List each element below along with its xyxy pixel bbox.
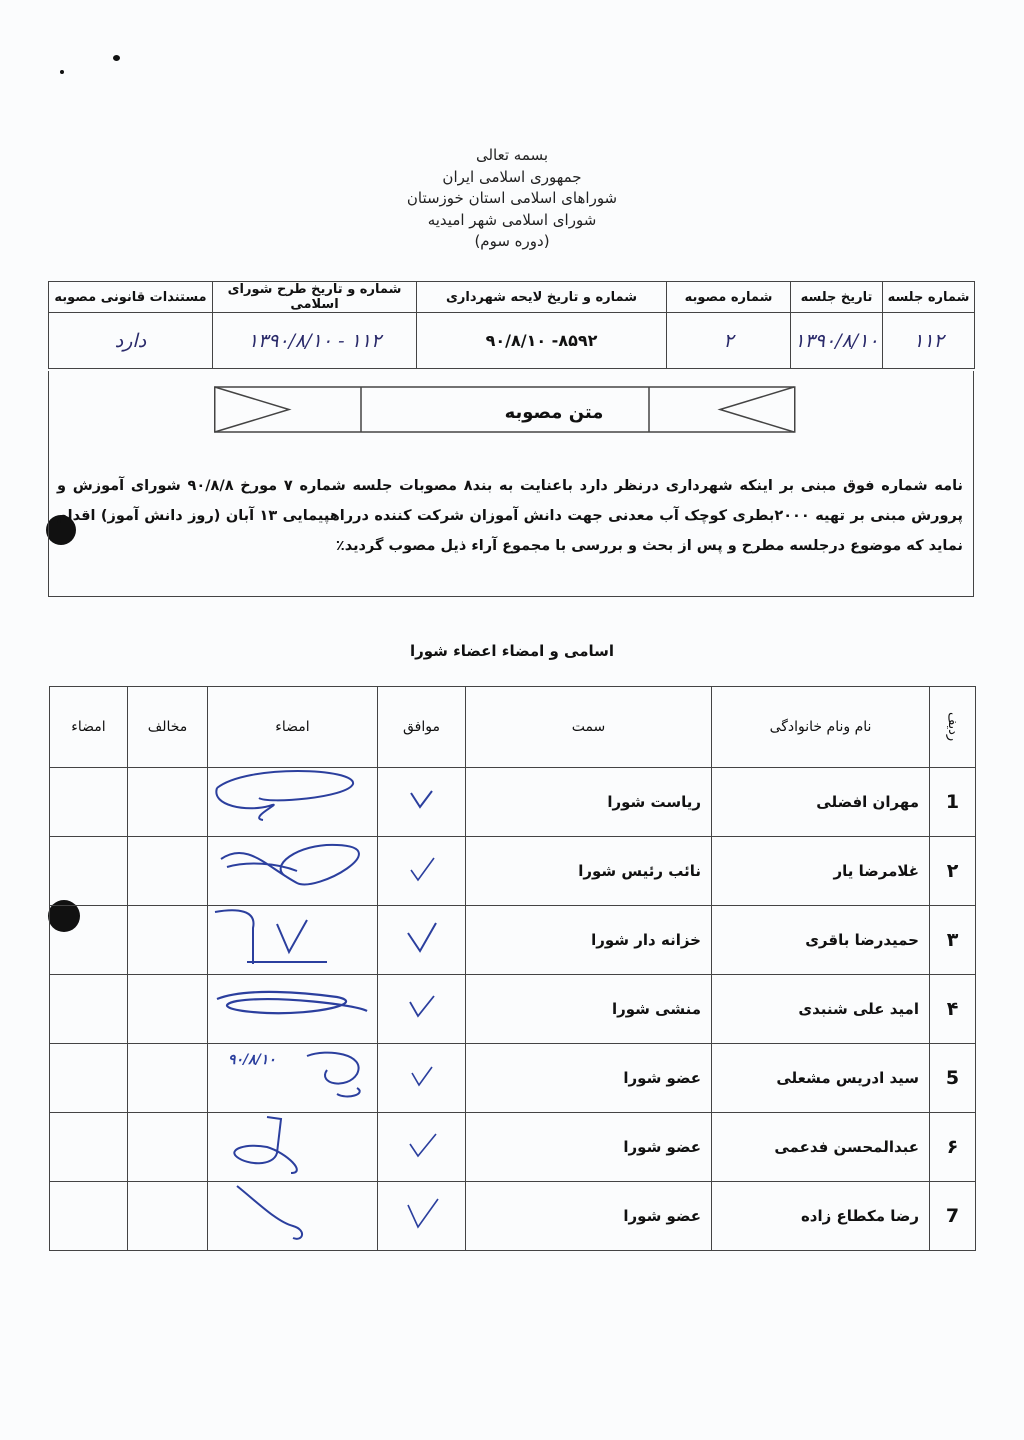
members-vote-table (49, 686, 976, 1251)
oppose-cell (128, 906, 208, 975)
member-role: نائب رئیس شورا (466, 837, 712, 906)
session-number: ۱۱۲ (883, 313, 975, 369)
resolution-text: نامه شماره فوق مبنی بر اینکه شهرداری درنظر دارد باعنایت به بند۸ مصوبات جلسه شماره ۷ مورخ ۹۰/۸/۸ شورای آموزش و پرورش مبنی بر تهیه ۲۰۰۰بطری کوچک آب معدنی جهت دانش آموزان شرکت کننده درراهپیمایی ۱۳ آبان (روز دانش آموز) اقدام نماید که موضوع درجلسه مطرح و پس از بحث و بررسی با مجموع آراء ذیل مصوب گردید٪ (57, 478, 963, 554)
col-header: شماره و تاریخ لایحه شهرداری (417, 282, 667, 313)
agree-checkmark (378, 1182, 466, 1251)
row-number: ۴ (930, 975, 976, 1044)
agree-checkmark (378, 1044, 466, 1113)
member-name: سید ادریس مشعلی (712, 1044, 930, 1113)
scan-speck (113, 55, 120, 61)
oppose-signature-cell (50, 975, 128, 1044)
member-role: خزانه دار شورا (466, 906, 712, 975)
scan-speck (60, 70, 64, 74)
legal-basis: دارد (49, 313, 213, 369)
oppose-cell (128, 1113, 208, 1182)
col-header-signature: امضاء (50, 687, 128, 768)
col-header: مستندات قانونی مصوبه (49, 282, 213, 313)
handwritten-signature (208, 906, 378, 975)
row-number: 7 (930, 1182, 976, 1251)
document-header (0, 145, 1024, 253)
session-date: ۱۳۹۰/۸/۱۰ (791, 313, 883, 369)
member-name: حمیدرضا باقری (712, 906, 930, 975)
session-info-table (48, 281, 975, 369)
col-header-oppose: مخالف (128, 687, 208, 768)
col-header: شماره مصوبه (667, 282, 791, 313)
col-header-row: ردیف (930, 687, 976, 768)
oppose-cell (128, 837, 208, 906)
resolution-title: متن مصوبه (504, 402, 604, 423)
col-header: شماره و تاریخ طرح شورای اسلامی (213, 282, 417, 313)
oppose-signature-cell (50, 906, 128, 975)
members-title: اسامی و امضاء اعضاء شورا (409, 642, 615, 660)
header-line: (دوره سوم) (474, 232, 550, 250)
agree-checkmark (378, 906, 466, 975)
row-number: ۳ (930, 906, 976, 975)
table-row (50, 768, 976, 837)
col-header-signature: امضاء (208, 687, 378, 768)
handwritten-signature (208, 768, 378, 837)
oppose-signature-cell (50, 837, 128, 906)
agree-checkmark (378, 837, 466, 906)
member-name: مهران افضلی (712, 768, 930, 837)
oppose-cell (128, 1044, 208, 1113)
member-role: عضو شورا (466, 1182, 712, 1251)
council-plan-ref: ۱۱۲ - ۱۳۹۰/۸/۱۰ (213, 313, 417, 369)
member-role: عضو شورا (466, 1044, 712, 1113)
resolution-number: ۲ (667, 313, 791, 369)
table-row (50, 1044, 976, 1113)
row-number: ۶ (930, 1113, 976, 1182)
col-header: تاریخ جلسه (791, 282, 883, 313)
header-line: شورای اسلامی شهر امیدیه (427, 210, 597, 229)
member-role: عضو شورا (466, 1113, 712, 1182)
header-line: بسمه تعالی (475, 146, 549, 164)
col-header-name: نام ونام خانوادگی (712, 687, 930, 768)
col-header: شماره جلسه (883, 282, 975, 313)
row-number: ۲ (930, 837, 976, 906)
agree-checkmark (378, 1113, 466, 1182)
header-line: شوراهای اسلامی استان خوزستان (406, 189, 618, 207)
oppose-cell (128, 1182, 208, 1251)
oppose-signature-cell (50, 1044, 128, 1113)
handwritten-signature (208, 837, 378, 906)
handwritten-signature (208, 975, 378, 1044)
handwritten-signature (208, 1182, 378, 1251)
member-role: منشی شورا (466, 975, 712, 1044)
agree-checkmark (378, 975, 466, 1044)
row-number: 5 (930, 1044, 976, 1113)
oppose-cell (128, 768, 208, 837)
row-number: 1 (930, 768, 976, 837)
member-name: عبدالمحسن فدعمی (712, 1113, 930, 1182)
col-header-agree: موافق (378, 687, 466, 768)
table-row (50, 975, 976, 1044)
signature-date: ۹۰/۸/۱۰ (228, 1052, 276, 1068)
member-name: رضا مکطاع زاده (712, 1182, 930, 1251)
col-header-role: سمت (466, 687, 712, 768)
handwritten-signature (208, 1044, 378, 1113)
table-row (50, 1113, 976, 1182)
agree-checkmark (378, 768, 466, 837)
member-role: ریاست شورا (466, 768, 712, 837)
oppose-signature-cell (50, 1182, 128, 1251)
header-line: جمهوری اسلامی ایران (442, 167, 582, 186)
table-row (50, 906, 976, 975)
resolution-box (48, 371, 974, 597)
table-row (50, 837, 976, 906)
oppose-signature-cell (50, 1113, 128, 1182)
oppose-signature-cell (50, 768, 128, 837)
handwritten-signature (208, 1113, 378, 1182)
member-name: امید علی شنبدی (712, 975, 930, 1044)
oppose-cell (128, 975, 208, 1044)
table-row (50, 1182, 976, 1251)
municipality-bill-ref: ۸۵۹۲- ۹۰/۸/۱۰ (417, 313, 667, 369)
member-name: غلامرضا یار (712, 837, 930, 906)
